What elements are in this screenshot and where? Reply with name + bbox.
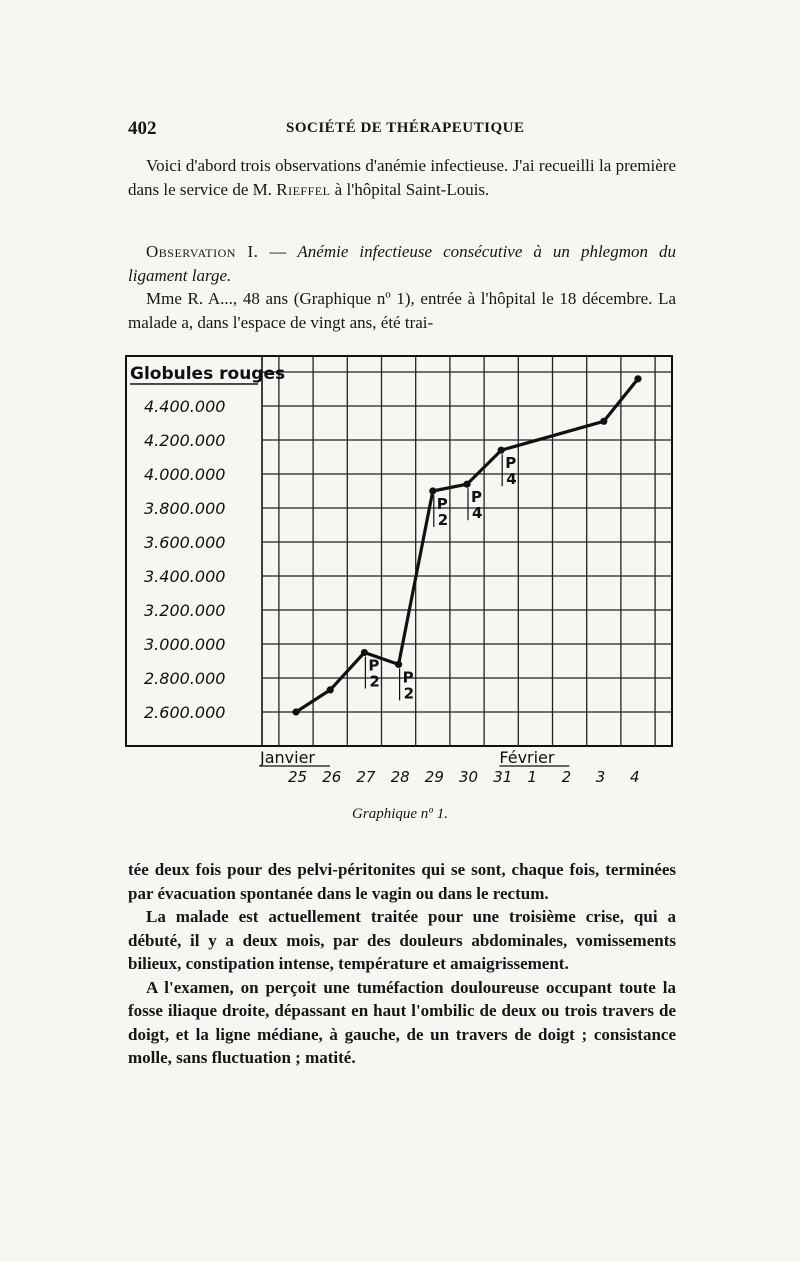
annotation-letter: P [471, 488, 482, 507]
y-tick-label: 4.400.000 [144, 397, 226, 416]
intro-block [128, 154, 676, 201]
annotation-letter: P [436, 495, 448, 513]
x-tick-label: 31 [493, 768, 513, 786]
annotation-sub: 2 [403, 684, 415, 703]
body-block [128, 858, 676, 1070]
data-point [327, 686, 334, 693]
month-label: Février [499, 748, 555, 767]
observation-title: Anémie infectieuse consécutive à un phlegmon du ligament large. [128, 242, 676, 285]
observation-dash: — [258, 242, 298, 261]
x-tick-label: 28 [390, 768, 410, 786]
data-point [498, 447, 505, 454]
intro-text-end: à l'hôpital Saint-Louis. [334, 179, 490, 199]
author-name: Rieffel [276, 179, 331, 199]
figure-caption: Graphique nº 1. [352, 806, 448, 822]
x-tick-label: 3 [595, 768, 606, 786]
data-point [600, 418, 607, 425]
y-tick-label: 4.200.000 [144, 431, 226, 450]
observation-heading [128, 240, 676, 287]
x-tick-label: 25 [288, 768, 308, 786]
y-tick-label: 2.600.000 [144, 703, 226, 722]
y-tick-label: 3.400.000 [144, 567, 226, 586]
x-tick-label: 1 [527, 768, 537, 786]
patient-paragraph: Mme R. A..., 48 ans (Graphique nº 1), entrée à l'hôpital le 18 décembre. La malade a, dans l'espace de vingt ans, été trai- [128, 289, 676, 332]
annotation-sub: 4 [506, 470, 517, 489]
annotation-sub: 2 [369, 672, 380, 691]
y-tick-label: 2.800.000 [144, 669, 226, 688]
page-number: 402 [128, 118, 157, 139]
intro-text: Voici d'abord trois observations d'anémie infectieuse. J'ai recueilli la première dans le service de M. [128, 156, 676, 199]
data-point [463, 481, 470, 488]
y-tick-label: 3.200.000 [144, 601, 226, 620]
month-label: Janvier [260, 748, 315, 767]
data-point [361, 649, 368, 656]
x-tick-label: 29 [424, 768, 444, 786]
x-tick-label: 27 [356, 768, 376, 786]
y-tick-label: 4.000.000 [144, 465, 226, 484]
annotation-sub: 2 [437, 511, 449, 529]
chart-frame [126, 356, 672, 746]
annotation-letter: P [505, 454, 517, 473]
x-tick-label: 2 [561, 768, 572, 786]
series-line [296, 379, 638, 712]
running-title: SOCIÉTÉ DE THÉRAPEUTIQUE [286, 120, 525, 136]
body-paragraph-2: La malade est actuellement traitée pour une troisième crise, qui a débuté, il y a deux mois, par des douleurs abdominales, vomissements bilieux, constipation intense, température et amaigrissement. [128, 907, 676, 973]
y-axis-title: Globules rouges [130, 364, 286, 384]
x-tick-label: 30 [459, 768, 479, 786]
data-point [429, 487, 436, 494]
data-point [634, 375, 641, 382]
observation-block [128, 240, 676, 334]
data-point [395, 661, 402, 668]
annotation-letter: P [368, 656, 380, 675]
annotation-sub: 4 [472, 504, 483, 523]
body-paragraph-1: tée deux fois pour des pelvi-péritonites qui se sont, chaque fois, terminées par évacuation spontanée dans le vagin ou dans le rectum. [128, 860, 676, 903]
observation-label: Observation I. [146, 242, 259, 261]
y-tick-label: 3.600.000 [144, 533, 226, 552]
intro-paragraph [128, 154, 676, 201]
y-tick-label: 3.800.000 [144, 499, 226, 518]
body-paragraph-3: A l'examen, on perçoit une tuméfaction douloureuse occupant toute la fosse iliaque droite, dépassant en haut l'ombilic de deux ou trois travers de doigt, et la ligne médiane, à gauche, de un travers de doigt ; consistance molle, sans fluctuation ; matité. [128, 977, 676, 1067]
page-header [128, 118, 676, 140]
x-tick-label: 4 [630, 768, 640, 786]
y-tick-label: 3.000.000 [144, 635, 226, 654]
annotation-letter: P [402, 668, 414, 687]
data-point [292, 708, 299, 715]
x-tick-label: 26 [322, 768, 342, 786]
